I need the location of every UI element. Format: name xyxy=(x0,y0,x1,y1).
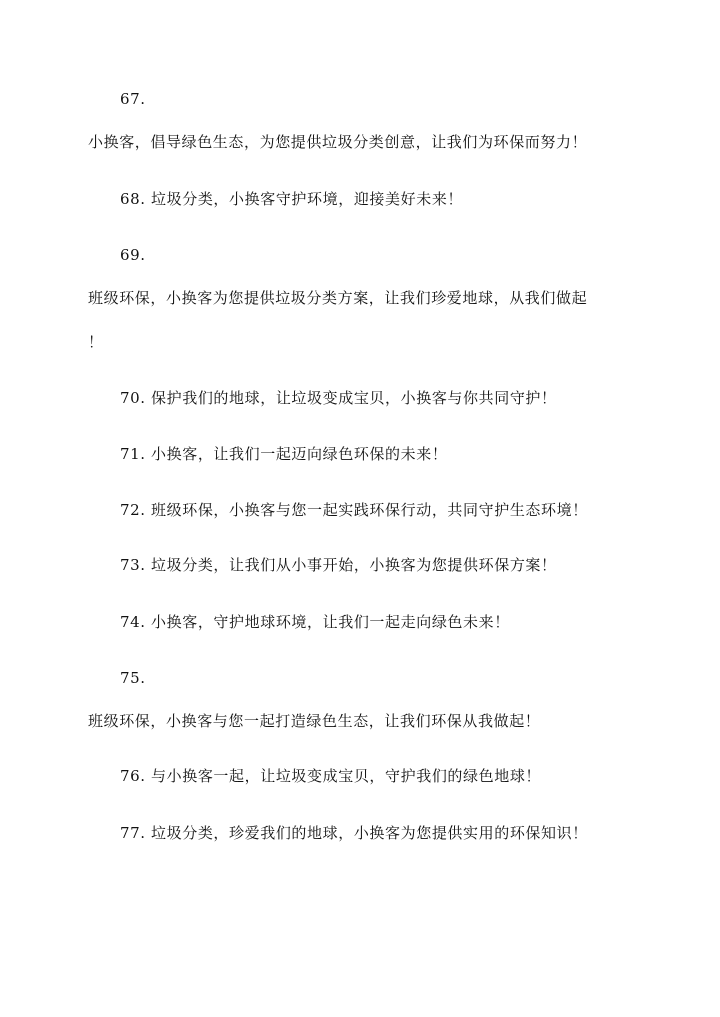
item-69-text-wrap: ！ xyxy=(88,333,104,351)
item-76: 76. 与小换客一起，让垃圾变成宝贝，守护我们的绿色地球！ xyxy=(120,767,542,785)
item-69-text: 班级环保，小换客为您提供垃圾分类方案，让我们珍爱地球，从我们做起 xyxy=(88,289,588,307)
item-67-text: 小换客，倡导绿色生态，为您提供垃圾分类创意，让我们为环保而努力！ xyxy=(88,133,588,151)
item-67-number: 67. xyxy=(120,90,146,108)
item-71: 71. 小换客，让我们一起迈向绿色环保的未来！ xyxy=(120,445,448,463)
item-70: 70. 保护我们的地球，让垃圾变成宝贝，小换客与你共同守护！ xyxy=(120,389,557,407)
item-73: 73. 垃圾分类，让我们从小事开始，小换客为您提供环保方案！ xyxy=(120,556,557,574)
item-77: 77. 垃圾分类，珍爱我们的地球，小换客为您提供实用的环保知识！ xyxy=(120,824,588,842)
item-72: 72. 班级环保，小换客与您一起实践环保行动，共同守护生态环境！ xyxy=(120,501,588,519)
item-75-number: 75. xyxy=(120,669,146,687)
item-74: 74. 小换客，守护地球环境，让我们一起走向绿色未来！ xyxy=(120,613,510,631)
item-75-text: 班级环保，小换客与您一起打造绿色生态，让我们环保从我做起！ xyxy=(88,712,541,730)
item-69-number: 69. xyxy=(120,246,146,264)
item-68: 68. 垃圾分类，小换客守护环境，迎接美好未来！ xyxy=(120,190,464,208)
